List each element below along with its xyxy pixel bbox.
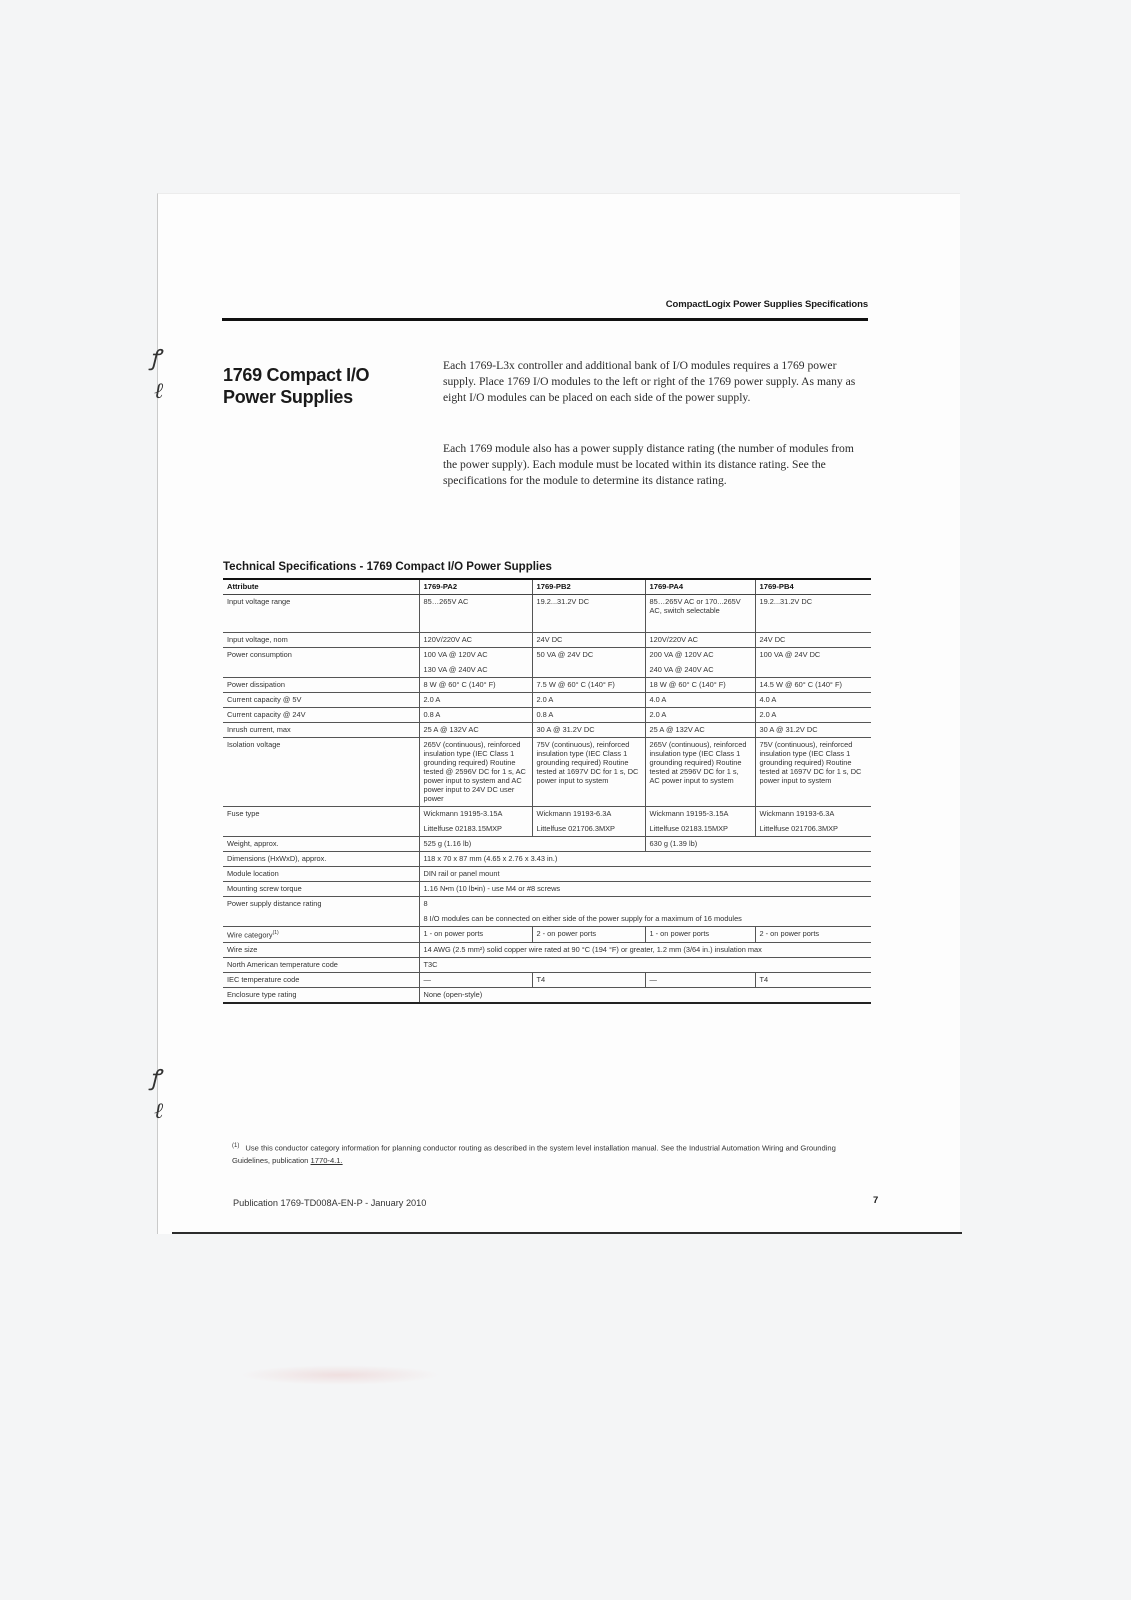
cell: 2.0 A xyxy=(532,693,645,708)
table-row xyxy=(223,738,871,807)
cell: 85…265V AC xyxy=(419,595,532,633)
footnote xyxy=(232,1140,872,1167)
cell: 4.0 A xyxy=(645,693,755,708)
row-label: Weight, approx. xyxy=(223,837,419,852)
row-label: Isolation voltage xyxy=(223,738,419,807)
table-row xyxy=(223,693,871,708)
cell: — xyxy=(419,973,532,988)
cell-line: 200 VA @ 120V AC xyxy=(649,650,714,659)
row-label: Input voltage, nom xyxy=(223,633,419,648)
handwritten-mark: ꝭ xyxy=(150,1066,161,1091)
cell: 75V (continuous), reinforced insulation type (IEC Class 1 grounding required) Routine tested at 1697V DC for 1 s, DC power input to system xyxy=(532,738,645,807)
table-row xyxy=(223,973,871,988)
cell: 19.2...31.2V DC xyxy=(755,595,871,633)
cell: 1 - on power ports xyxy=(419,927,532,943)
column-header: 1769-PB4 xyxy=(755,579,871,595)
cell: DIN rail or panel mount xyxy=(419,867,871,882)
cell: 2.0 A xyxy=(419,693,532,708)
row-label: IEC temperature code xyxy=(223,973,419,988)
column-header: 1769-PA2 xyxy=(419,579,532,595)
cell-line: 8 I/O modules can be connected on either side of the power supply for a maximum of 16 modules xyxy=(423,914,742,923)
cell-line: Littelfuse 021706.3MXP xyxy=(759,824,838,833)
table-row xyxy=(223,708,871,723)
handwritten-mark: ꝭ xyxy=(150,346,161,371)
cell: 25 A @ 132V AC xyxy=(419,723,532,738)
row-label: Current capacity @ 24V xyxy=(223,708,419,723)
table-row xyxy=(223,723,871,738)
cell: 2.0 A xyxy=(755,708,871,723)
cell: 2 - on power ports xyxy=(755,927,871,943)
cell: 85…265V AC or 170...265V AC, switch selectable xyxy=(645,595,755,633)
row-label: Dimensions (HxWxD), approx. xyxy=(223,852,419,867)
body-paragraph: Each 1769 module also has a power supply distance rating (the number of modules from the power supply). Each module must be located within its distance rating. See the specifications for the module to determine its distance rating. xyxy=(443,442,854,487)
column-header: 1769-PA4 xyxy=(645,579,755,595)
cell-line: Littelfuse 021706.3MXP xyxy=(536,824,615,833)
row-label: Enclosure type rating xyxy=(223,988,419,1004)
cell: 14 AWG (2.5 mm²) solid copper wire rated at 90 °C (194 °F) or greater, 1.2 mm (3/64 in.) insulation max xyxy=(419,943,871,958)
cell: 4.0 A xyxy=(755,693,871,708)
table-row xyxy=(223,633,871,648)
table-header-row xyxy=(223,579,871,595)
cell: T4 xyxy=(755,973,871,988)
section-title: 1769 Compact I/O Power Supplies xyxy=(223,365,370,407)
page-number: 7 xyxy=(873,1195,879,1206)
cell-line: Wickmann 19195-3.15A xyxy=(649,809,729,818)
cell: 120V/220V AC xyxy=(419,633,532,648)
cell: 0.8 A xyxy=(419,708,532,723)
row-label: Current capacity @ 5V xyxy=(223,693,419,708)
column-header: Attribute xyxy=(223,579,419,595)
handwritten-mark: ℓ xyxy=(154,379,164,404)
row-label: Wire size xyxy=(223,943,419,958)
table-row xyxy=(223,882,871,897)
handwritten-mark: ℓ xyxy=(154,1099,164,1124)
cell: 18 W @ 60° C (140° F) xyxy=(645,678,755,693)
footnote-text: Use this conductor category information for planning conductor routing as described in the system level installation manual. See the Industrial Automation Wiring and Grounding Guidelines, publication xyxy=(232,1143,836,1165)
cell: 2 - on power ports xyxy=(532,927,645,943)
cell: T4 xyxy=(532,973,645,988)
cell-line: 130 VA @ 240V AC xyxy=(423,665,488,674)
publication-link[interactable]: 1770-4.1. xyxy=(310,1155,343,1165)
cell: 0.8 A xyxy=(532,708,645,723)
row-label: Inrush current, max xyxy=(223,723,419,738)
row-label: Input voltage range xyxy=(223,595,419,633)
table-row xyxy=(223,595,871,633)
row-label: Fuse type xyxy=(223,807,419,837)
cell: 630 g (1.39 lb) xyxy=(645,837,871,852)
cell: None (open-style) xyxy=(419,988,871,1004)
footnote-marker: (1) xyxy=(232,1143,240,1149)
cell-line: 8 xyxy=(423,899,428,908)
cell-line: 240 VA @ 240V AC xyxy=(649,665,714,674)
stain xyxy=(240,1365,440,1385)
cell: 118 x 70 x 87 mm (4.65 x 2.76 x 3.43 in.) xyxy=(419,852,871,867)
cell-line: Wickmann 19193-6.3A xyxy=(536,809,612,818)
cell: 19.2...31.2V DC xyxy=(532,595,645,633)
cell: 265V (continuous), reinforced insulation type (IEC Class 1 grounding required) Routine tested at 2596V DC for 1 s, AC power input to system xyxy=(645,738,755,807)
cell: 7.5 W @ 60° C (140° F) xyxy=(532,678,645,693)
footnote-ref: (1) xyxy=(272,930,279,936)
table-row xyxy=(223,988,871,1004)
cell: 1 - on power ports xyxy=(645,927,755,943)
cell: 525 g (1.16 lb) xyxy=(419,837,645,852)
row-label: Power supply distance rating xyxy=(223,897,419,927)
table-row xyxy=(223,648,871,678)
table-row xyxy=(223,897,871,927)
cell: T3C xyxy=(419,958,871,973)
cell: 30 A @ 31.2V DC xyxy=(755,723,871,738)
row-label: Power dissipation xyxy=(223,678,419,693)
row-label: Module location xyxy=(223,867,419,882)
running-head: CompactLogix Power Supplies Specifications xyxy=(665,299,868,310)
table-title: Technical Specifications - 1769 Compact I/O Power Supplies xyxy=(223,561,552,573)
spec-table xyxy=(223,578,871,1004)
column-header: 1769-PB2 xyxy=(532,579,645,595)
cell: 14.5 W @ 60° C (140° F) xyxy=(755,678,871,693)
cell: 8 W @ 60° C (140° F) xyxy=(419,678,532,693)
cell: 120V/220V AC xyxy=(645,633,755,648)
cell: 75V (continuous), reinforced insulation type (IEC Class 1 grounding required) Routine tested at 1697V DC for 1 s, DC power input to system xyxy=(755,738,871,807)
cell: 2.0 A xyxy=(645,708,755,723)
table-row xyxy=(223,852,871,867)
cell-line: 50 VA @ 24V DC xyxy=(536,650,594,659)
cell: — xyxy=(645,973,755,988)
cell: 24V DC xyxy=(755,633,871,648)
cell: 30 A @ 31.2V DC xyxy=(532,723,645,738)
table-row xyxy=(223,927,871,943)
publication-footer: Publication 1769-TD008A-EN-P - January 2010 xyxy=(233,1198,427,1208)
row-label: Power consumption xyxy=(223,648,419,678)
cell-line: Wickmann 19193-6.3A xyxy=(759,809,835,818)
row-label: Mounting screw torque xyxy=(223,882,419,897)
table-row xyxy=(223,837,871,852)
cell-line: 100 VA @ 120V AC xyxy=(423,650,488,659)
row-label: Wire category xyxy=(227,930,273,940)
cell: 1.16 N•m (10 lb•in) - use M4 or #8 screws xyxy=(419,882,871,897)
row-label: North American temperature code xyxy=(223,958,419,973)
cell-line: Wickmann 19195-3.15A xyxy=(423,809,503,818)
body-paragraph: Each 1769-L3x controller and additional bank of I/O modules requires a 1769 power supply. Place 1769 I/O modules to the left or right of the 1769 power supply. As many as eight I/O modules can be placed on each side of the power supply. xyxy=(443,359,856,404)
table-row xyxy=(223,678,871,693)
cell: 25 A @ 132V AC xyxy=(645,723,755,738)
cell-line: Littelfuse 02183.15MXP xyxy=(423,824,502,833)
page-edge-shadow xyxy=(172,1232,962,1234)
header-rule xyxy=(222,318,868,321)
cell-line: Littelfuse 02183.15MXP xyxy=(649,824,728,833)
table-row xyxy=(223,958,871,973)
cell: 24V DC xyxy=(532,633,645,648)
cell-line: 100 VA @ 24V DC xyxy=(759,650,821,659)
table-row xyxy=(223,943,871,958)
table-row xyxy=(223,807,871,837)
cell: 265V (continuous), reinforced insulation type (IEC Class 1 grounding required) Routine tested @ 2596V DC for 1 s, AC power input to system and AC power input to 24V DC user power xyxy=(419,738,532,807)
table-row xyxy=(223,867,871,882)
